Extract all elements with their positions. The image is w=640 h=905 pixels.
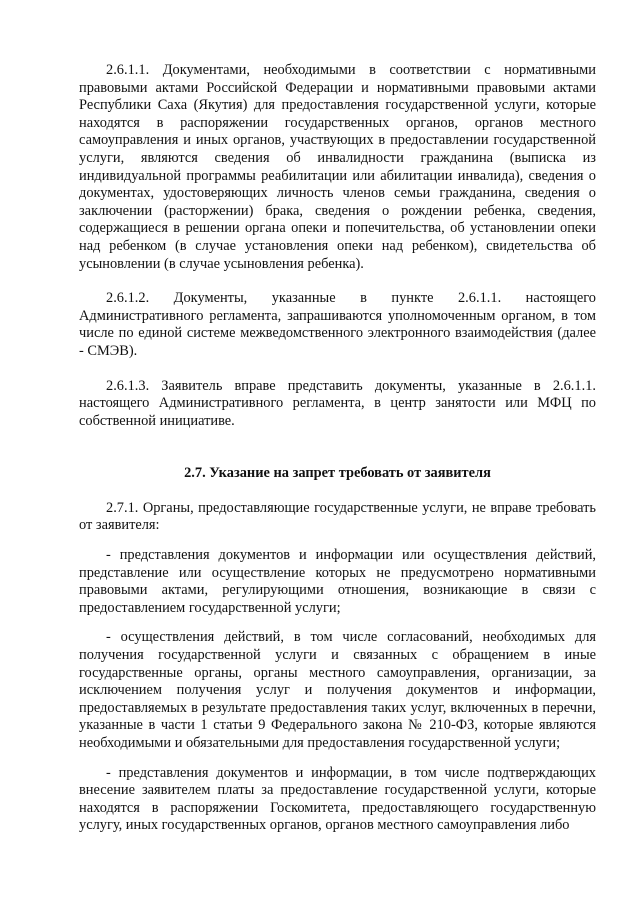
section-heading-2-7: 2.7. Указание на запрет требовать от заявителя xyxy=(184,465,491,482)
list-item-documents-information: - представления документов и информации или осуществления действий, представление или осуществление которых не предусмотрено нормативными правовыми актами, регулирующими отношения, возникающие в связи с предоставлением государственной услуги; xyxy=(79,547,596,616)
paragraph-2-6-1-2: 2.6.1.2. Документы, указанные в пункте 2.6.1.1. настоящего Административного регламента, запрашиваются уполномоченным органом, в том числе по единой системе межведомственного электронного взаимодействия (далее - СМЭВ). xyxy=(79,290,596,359)
list-item-payment-documents: - представления документов и информации, в том числе подтверждающих внесение заявителем платы за предоставление государственной услуги, которые находятся в распоряжении Госкомитета, предоставляющего государственную услугу, иных государственных органов, органов местного самоуправления либо xyxy=(79,764,596,834)
list-item-actions-approvals: - осуществления действий, в том числе согласований, необходимых для получения государственной услуги и связанных с обращением в иные государственные органы, органы местного самоуправления, организации, за исключением получения услуг и получения документов и информации, предоставляемых в результате предоставления таких услуг, включенных в перечни, указанные в части 1 статьи 9 Федерального закона № 210-ФЗ, которые являются необходимыми и обязательными для предоставления государственной услуги; xyxy=(79,629,596,751)
paragraph-2-7-1: 2.7.1. Органы, предоставляющие государственные услуги, не вправе требовать от заявителя: xyxy=(79,499,596,534)
paragraph-2-6-1-3: 2.6.1.3. Заявитель вправе представить документы, указанные в 2.6.1.1. настоящего Административного регламента, в центр занятости или МФЦ по собственной инициативе. xyxy=(79,377,596,429)
paragraph-2-6-1-1: 2.6.1.1. Документами, необходимыми в соответствии с нормативными правовыми актами Российской Федерации и нормативными правовыми актами Республики Саха (Якутия) для предоставления государственной услуги, которые находятся в распоряжении государственных органов, органов местного самоуправления и иных органов, участвующих в предоставлении государственной услуги, являются сведения об инвалидности гражданина (выписка из индивидуальной программы реабилитации или абилитации инвалида), сведения о документах, удостоверяющих личность членов семьи гражданина, сведения о заключении (расторжении) брака, сведения о рождении ребенка, сведения, содержащиеся в решении органа опеки и попечительства, об установлении опеки над ребенком (в случае установления опеки над ребенком), свидетельства об усыновлении (в случае усыновления ребенка). xyxy=(79,62,596,272)
document-body xyxy=(79,62,596,835)
